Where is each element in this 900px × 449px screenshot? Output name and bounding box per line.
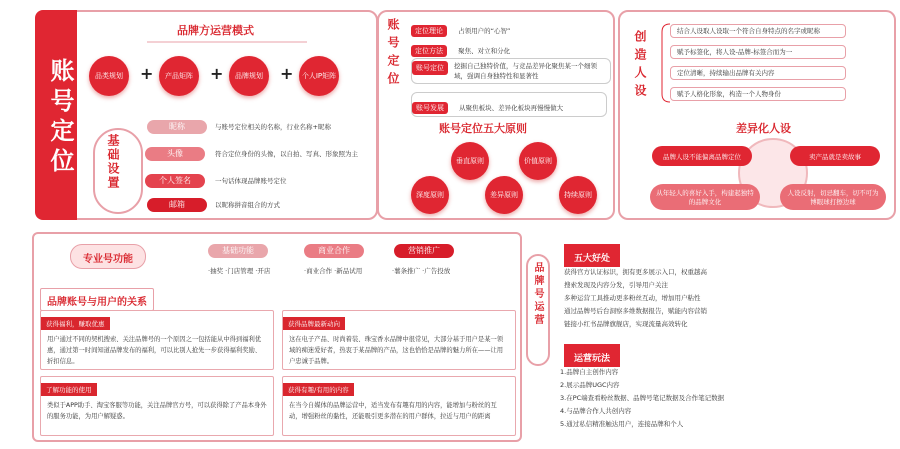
benefit-item: 多种运营工具推动更多粉丝互动，增加用户粘性 bbox=[564, 294, 701, 302]
diff-title: 差异化人设 bbox=[736, 122, 791, 135]
relation-box-3 bbox=[40, 376, 274, 436]
mid-item-desc: 从聚焦板块、差异化板块再慢慢做大 bbox=[459, 104, 564, 112]
relation-box-2 bbox=[282, 310, 516, 370]
positioning-principles-panel bbox=[377, 10, 615, 220]
mode-circle-2: 产品矩阵 bbox=[159, 56, 199, 96]
mid-title: 账号定位 bbox=[386, 18, 400, 90]
box-body: 用户通过不同的契机搜索、关注品牌号的一个原因之一包括能从中得到福利优惠，通过第一时间知道品牌发布的福利，可以比别人抢先一步获得福利奖励、折扣信息。 bbox=[47, 336, 262, 365]
play-item: 4.与品牌合作人共创内容 bbox=[560, 407, 632, 415]
mid-item-1 bbox=[411, 18, 510, 37]
pro-tab-3: 营销推广 bbox=[394, 244, 454, 258]
mode-circle-1: 品类规划 bbox=[89, 56, 129, 96]
diff-item-text: 卖产品就是卖故事 bbox=[809, 152, 861, 161]
box-body: 在当今自媒体的品牌运营中，适当发布有趣有用的内容，能增加与粉丝的互动，增强粉丝的黏性，还能吸引更多潜在的用户群体，拉近与用户的距离 bbox=[289, 402, 497, 420]
basics-desc-3: 一句话体现品牌账号定位 bbox=[215, 177, 287, 185]
mid-item-desc: 占领用户的“心智” bbox=[458, 27, 511, 35]
principle-circle-3: 深度原则 bbox=[411, 176, 449, 214]
diff-item-text: 人设反射，切忌翻车，切不可为博眼球打擦边球 bbox=[787, 189, 879, 206]
plus-icon: + bbox=[140, 64, 154, 83]
mid-item-tag: 账号发展 bbox=[412, 102, 448, 114]
principles-title: 账号定位五大原则 bbox=[439, 122, 527, 135]
mode-circle-4: 个人IP矩阵 bbox=[299, 56, 339, 96]
benefit-item: 搜索发现及内容分发，引导用户关注 bbox=[564, 281, 668, 289]
box-head: 获得有趣/有用的内容 bbox=[283, 383, 354, 396]
pro-tab-desc-1: ·抽奖 ·门店管理 ·开店 bbox=[208, 267, 271, 275]
brand-operation-section bbox=[524, 232, 900, 446]
basics-desc-2: 符合定位身份的头像，以自拍、写真、形象照为主 bbox=[215, 150, 358, 158]
mid-item-tag: 定位理论 bbox=[411, 25, 447, 37]
box-head: 获得品牌最新动向 bbox=[283, 317, 345, 330]
benefits-title bbox=[564, 244, 620, 267]
principle-circle-5: 持续原则 bbox=[559, 176, 597, 214]
benefits-list bbox=[564, 266, 784, 331]
mid-item-tag: 定位方法 bbox=[411, 45, 447, 57]
persona-item-3 bbox=[670, 66, 846, 80]
diff-item-text: 品牌人设不能偏离品牌定位 bbox=[663, 152, 741, 161]
persona-item-text: 赋予标签化，将人设-品牌-标签合而为一 bbox=[677, 48, 793, 56]
box-body: 这在电子产品、时尚着装、珠宝香水品牌中很常见，大部分基于用户是某一领域的痴迷爱好者，热衷于某品牌的产品，这也恰恰是品牌的魅力所在——让用户忠诚于品牌。 bbox=[289, 336, 504, 365]
basics-desc-4: 以昵称拼音组合的方式 bbox=[215, 201, 280, 209]
basics-tag-1: 昵称 bbox=[147, 120, 207, 134]
relation-title-text: 品牌账号与用户的关系 bbox=[47, 297, 147, 308]
diff-item-1 bbox=[652, 146, 752, 166]
pro-tab-1: 基础功能 bbox=[208, 244, 268, 258]
play-item: 1.品牌自主创作内容 bbox=[560, 368, 619, 376]
basics-tag-2: 头像 bbox=[145, 147, 205, 161]
diff-item-2 bbox=[790, 146, 880, 166]
box-head: 了解功能的使用 bbox=[41, 383, 97, 396]
principle-circle-1: 垂直原则 bbox=[451, 142, 489, 180]
box-head: 获得福利，赚取优惠 bbox=[41, 317, 110, 330]
diff-item-4 bbox=[780, 184, 886, 210]
pro-tab-desc-3: ·薯条推广 ·广告投放 bbox=[392, 267, 451, 275]
persona-title: 创造人设 bbox=[633, 30, 647, 102]
relation-title bbox=[40, 288, 154, 311]
side-title: 账号定位 bbox=[46, 58, 74, 178]
pro-tab-desc-2: ·商业合作 ·新品试用 bbox=[304, 267, 363, 275]
persona-item-4 bbox=[670, 87, 846, 101]
mode-title: 品牌方运营模式 bbox=[177, 24, 254, 37]
account-positioning-panel bbox=[35, 10, 378, 220]
mid-item-3 bbox=[411, 58, 611, 84]
persona-item-text: 结合人设取人设取一个符合自身特点的名字或昵称 bbox=[677, 27, 820, 35]
mid-item-desc: 挖掘自己独特价值，与竞品差异化聚焦某一个细领域，强调自身独特性和显著性 bbox=[454, 62, 597, 80]
principle-circle-4: 差异原则 bbox=[485, 176, 523, 214]
brand-side-title: 品牌号运营 bbox=[532, 262, 543, 327]
pro-title bbox=[70, 244, 146, 269]
basics-desc-1: 与账号定位相关的名称，行业名称+昵称 bbox=[215, 123, 331, 131]
basics-tag-4: 邮箱 bbox=[147, 198, 207, 212]
relation-box-1 bbox=[40, 310, 274, 370]
persona-item-2 bbox=[670, 45, 846, 59]
diff-item-text: 从年轻人的喜好入手，构建起独特的品牌文化 bbox=[656, 189, 754, 206]
play-title bbox=[564, 344, 620, 367]
plus-icon: + bbox=[210, 64, 224, 83]
benefit-item: 通过品牌号后台洞察多维数据报告，赋能内容营销 bbox=[564, 307, 707, 315]
persona-item-1 bbox=[670, 24, 846, 38]
principle-circle-2: 价值原则 bbox=[519, 142, 557, 180]
play-title-text: 运营玩法 bbox=[574, 354, 611, 364]
play-item: 3.在PC端查看粉丝数据、品牌号笔记数据及合作笔记数据 bbox=[560, 394, 725, 402]
box-body: 类似于APP助手、淘宝客服等功能，关注品牌官方号，可以获得除了产品本身外的服务功能，为用户解疑惑。 bbox=[47, 402, 267, 420]
mid-item-tag: 账号定位 bbox=[412, 61, 448, 75]
basics-tag-3: 个人签名 bbox=[145, 174, 205, 188]
pro-title-text: 专业号功能 bbox=[83, 254, 133, 265]
play-list bbox=[560, 366, 800, 431]
benefit-item: 链接小红书品牌旗舰店，实现流量高效转化 bbox=[564, 320, 688, 328]
play-item: 5.通过私信精准触达用户，连接品牌和个人 bbox=[560, 420, 684, 428]
relation-box-4 bbox=[282, 376, 516, 436]
diff-item-3 bbox=[650, 184, 760, 210]
pro-tab-2: 商业合作 bbox=[304, 244, 364, 258]
plus-icon: + bbox=[280, 64, 294, 83]
mid-item-4 bbox=[411, 92, 607, 117]
mid-item-desc: 聚焦、对立和分化 bbox=[458, 47, 511, 55]
benefits-title-text: 五大好处 bbox=[574, 254, 611, 264]
mid-item-2 bbox=[411, 38, 510, 57]
professional-functions-panel bbox=[32, 232, 522, 442]
mode-title-underline bbox=[147, 40, 307, 44]
persona-panel bbox=[618, 10, 896, 220]
benefit-item: 获得官方认证标识，拥有更多展示入口，权重越高 bbox=[564, 268, 707, 276]
persona-item-text: 赋予人格化形象，构造一个人物身份 bbox=[677, 90, 781, 98]
mode-circle-3: 品牌规划 bbox=[229, 56, 269, 96]
play-item: 2.展示品牌UGC内容 bbox=[560, 381, 620, 389]
basics-title: 基础设置 bbox=[106, 134, 120, 190]
persona-item-text: 定位清晰，持续输出品牌有关内容 bbox=[677, 69, 775, 77]
